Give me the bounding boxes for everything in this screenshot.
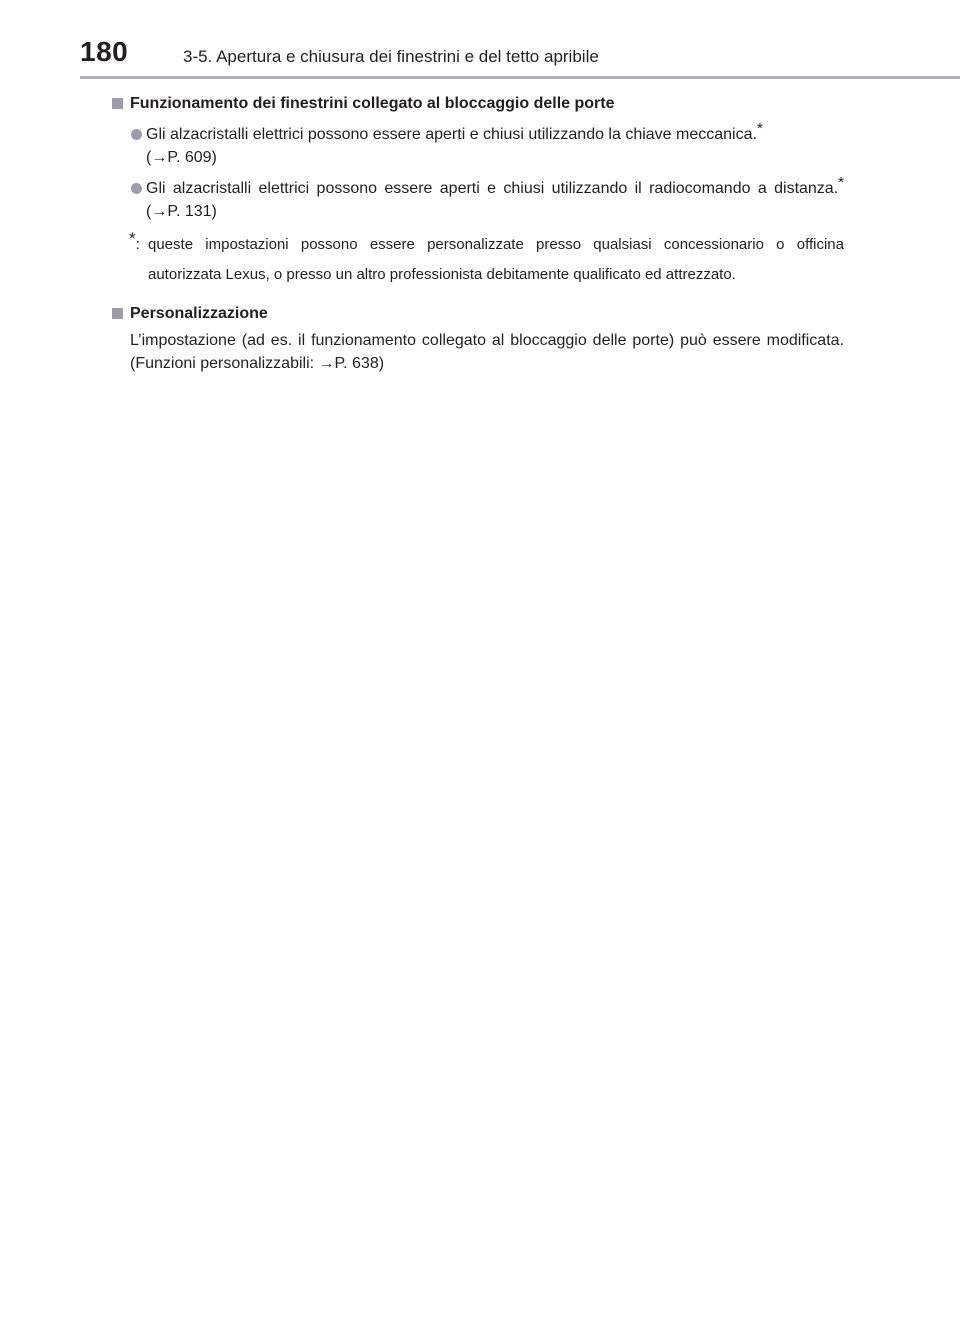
header-divider	[80, 76, 960, 79]
asterisk-mark: *	[756, 120, 763, 137]
bullet-text: Gli alzacristalli elettrici possono essere aperti e chiusi utilizzando la chiave meccanica.	[146, 126, 757, 143]
heading-window-lock	[112, 92, 844, 115]
page-header	[0, 0, 960, 80]
page-reference-link[interactable]: (→P. 131)	[146, 203, 217, 220]
customization-section	[112, 302, 844, 375]
circle-bullet-icon	[131, 129, 142, 140]
footnote-text: queste impostazioni possono essere personalizzate presso qualsiasi concessionario o officina autorizzata Lexus, o presso un altro professionista debitamente qualificato ed attrezzato.	[148, 236, 844, 283]
section-title: 3-5. Apertura e chiusura dei finestrini e del tetto apribile	[183, 47, 599, 66]
asterisk-mark: *	[129, 229, 136, 248]
page-reference-link[interactable]: (→P. 609)	[146, 149, 217, 166]
square-bullet-icon	[112, 98, 123, 109]
bullet-remote-control	[112, 174, 844, 223]
customization-paragraph: L’impostazione (ad es. il funzionamento collegato al bloccaggio delle porte) può essere modificata. (Funzioni personalizzabili: →P. 638)	[130, 332, 844, 372]
footnote-colon: :	[135, 236, 140, 253]
asterisk-mark: *	[838, 174, 844, 191]
heading-customization	[112, 302, 844, 325]
footnote	[112, 230, 844, 290]
heading-text: Personalizzazione	[130, 305, 268, 322]
square-bullet-icon	[112, 308, 123, 319]
bullet-text: Gli alzacristalli elettrici possono essere aperti e chiusi utilizzando il radiocomando a distanza.	[146, 180, 839, 197]
page-content	[112, 92, 844, 375]
heading-text: Funzionamento dei finestrini collegato al bloccaggio delle porte	[130, 95, 615, 112]
circle-bullet-icon	[131, 183, 142, 194]
footnote-mark	[129, 230, 140, 260]
page-number: 180	[80, 36, 129, 67]
bullet-mechanical-key	[112, 120, 844, 169]
